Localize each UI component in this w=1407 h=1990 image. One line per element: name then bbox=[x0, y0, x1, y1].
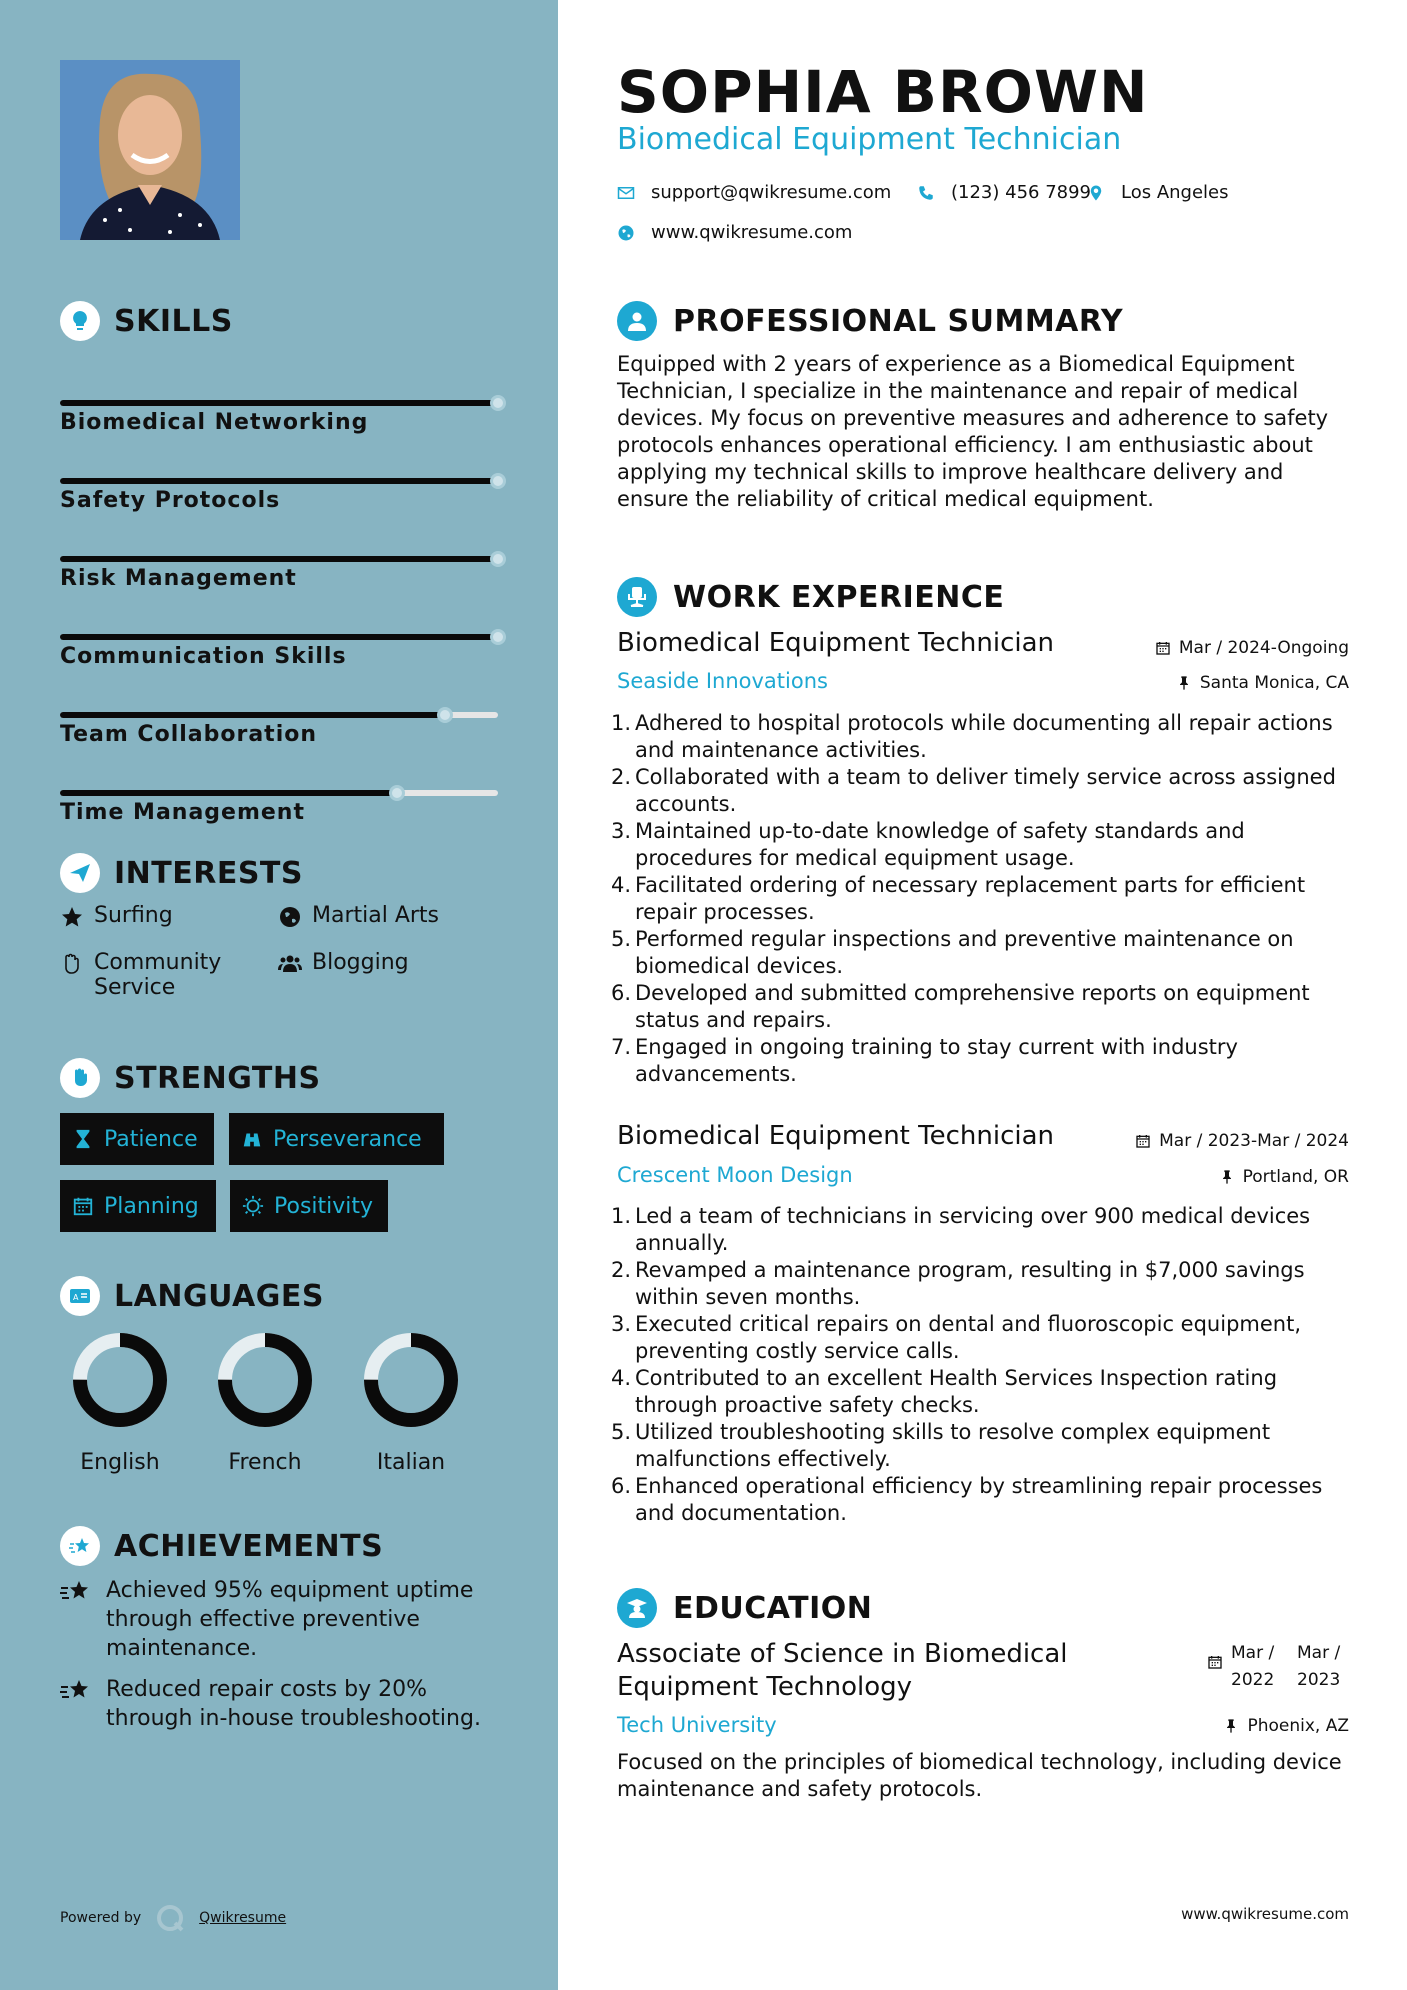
calendar-icon bbox=[1155, 640, 1171, 656]
envelope-icon bbox=[617, 184, 635, 202]
skill-knob bbox=[437, 707, 453, 723]
skill-bar bbox=[60, 712, 498, 718]
skill-knob bbox=[490, 551, 506, 567]
website-link[interactable]: www.qwikresume.com bbox=[651, 222, 853, 243]
contact-email bbox=[617, 182, 891, 203]
strength-badge: Patience bbox=[60, 1113, 214, 1165]
map-pin-icon bbox=[1087, 184, 1105, 202]
powered-by: Powered by Qwikresume bbox=[60, 1903, 286, 1933]
binoculars-icon bbox=[241, 1128, 263, 1150]
list-item: 3. Maintained up-to-date knowledge of safety standards and procedures for medical equipment usage. bbox=[611, 819, 1245, 870]
list-item: 3. Executed critical repairs on dental and fluoroscopic equipment, preventing costly service calls. bbox=[611, 1312, 1302, 1363]
language-ring bbox=[70, 1330, 170, 1430]
education-location: Phoenix, AZ bbox=[1223, 1716, 1349, 1736]
list-item: 2. Revamped a maintenance program, resulting in $7,000 savings within seven months. bbox=[611, 1258, 1305, 1309]
strength-badge: Perseverance bbox=[229, 1113, 444, 1165]
list-item: 4. Facilitated ordering of necessary replacement parts for efficient repair processes. bbox=[611, 873, 1306, 924]
interest-item: Blogging bbox=[278, 950, 409, 976]
degree-title: Associate of Science in Biomedical Equipment Technology bbox=[617, 1639, 1068, 1702]
job-bullets bbox=[611, 1203, 1349, 1527]
education-description: Focused on the principles of biomedical technology, including device maintenance and safety protocols. bbox=[617, 1750, 1342, 1801]
shooting-star-icon bbox=[60, 1677, 92, 1705]
job-location: Portland, OR bbox=[1219, 1167, 1349, 1187]
skill-bar bbox=[60, 400, 498, 406]
hourglass-icon bbox=[72, 1128, 94, 1150]
contact-phone: (123) 456 7899 bbox=[917, 182, 1091, 203]
contact-website bbox=[617, 222, 852, 243]
achievement-item: Achieved 95% equipment uptime through effective preventive maintenance. bbox=[60, 1576, 500, 1663]
job-company: Seaside Innovations bbox=[617, 669, 828, 693]
skill-bar bbox=[60, 790, 498, 796]
skill-bar bbox=[60, 556, 498, 562]
shooting-star-icon bbox=[60, 1526, 100, 1566]
phone-icon bbox=[917, 184, 935, 202]
language-item: French bbox=[215, 1330, 315, 1475]
skills-heading: SKILLS bbox=[60, 301, 233, 341]
achievements-heading: ACHIEVEMENTS bbox=[60, 1526, 383, 1566]
sidebar: SKILLS Biomedical Networking Safety Protocols Risk Management Communication Skills Team Collaboration Time Management INTERESTS Surfing Martial Arts Community Service Blogging STRENGTHS Patience Perseverance Planning Positivity A LANGUAGES English French Italian ACHIEVEMENTS Achieved 95% equipment uptime through effective preventive maintenance. Reduced repair costs by 20% through in-house troubleshooting. Powered by Qwikresume bbox=[0, 0, 558, 1990]
globe-icon bbox=[278, 905, 302, 929]
users-icon bbox=[278, 952, 302, 976]
strength-badge: Positivity bbox=[230, 1180, 388, 1232]
lightbulb-icon bbox=[60, 301, 100, 341]
list-item: 1. Led a team of technicians in servicing over 900 medical devices annually. bbox=[611, 1204, 1311, 1255]
skill-knob bbox=[490, 473, 506, 489]
hand-icon bbox=[60, 952, 84, 976]
office-chair-icon bbox=[617, 577, 657, 617]
language-ring bbox=[361, 1330, 461, 1430]
list-item: 1. Adhered to hospital protocols while documenting all repair actions and maintenance activities. bbox=[611, 711, 1333, 762]
summary-text: Equipped with 2 years of experience as a Biomedical Equipment Technician, I specialize in the maintenance and repair of medical devices. My focus on preventive measures and adherence to safety protocols enhances operational efficiency. I am enthusiastic about applying my technical skills to improve healthcare delivery and ensure the reliability of critical medical equipment. bbox=[617, 352, 1329, 511]
qwikresume-logo-icon bbox=[155, 1903, 185, 1933]
achievement-item: Reduced repair costs by 20% through in-house troubleshooting. bbox=[60, 1675, 500, 1733]
language-item: Italian bbox=[361, 1330, 461, 1475]
list-item: 5. Utilized troubleshooting skills to resolve complex equipment malfunctions effectively. bbox=[611, 1420, 1271, 1471]
job-title: Biomedical Equipment Technician bbox=[617, 628, 1054, 658]
pushpin-icon bbox=[1219, 1169, 1235, 1185]
interest-item: Martial Arts bbox=[278, 903, 439, 929]
list-item: 2. Collaborated with a team to deliver timely service across assigned accounts. bbox=[611, 765, 1336, 816]
skill-knob bbox=[490, 395, 506, 411]
sun-icon bbox=[242, 1195, 264, 1217]
strength-badge: Planning bbox=[60, 1180, 216, 1232]
svg-text:A: A bbox=[73, 1293, 79, 1302]
interest-item: Community Service bbox=[60, 950, 250, 1000]
interests-heading: INTERESTS bbox=[60, 853, 303, 893]
fist-icon bbox=[60, 1058, 100, 1098]
calendar-icon bbox=[1207, 1654, 1223, 1670]
experience-heading: WORK EXPERIENCE bbox=[617, 577, 1004, 617]
job-bullets bbox=[611, 710, 1349, 1088]
globe-icon bbox=[617, 224, 635, 242]
education-heading: EDUCATION bbox=[617, 1588, 872, 1628]
skill-bar bbox=[60, 478, 498, 484]
list-item: 4. Contributed to an excellent Health Services Inspection rating through proactive safety checks. bbox=[611, 1366, 1278, 1417]
list-item: 7. Engaged in ongoing training to stay current with industry advancements. bbox=[611, 1035, 1238, 1086]
candidate-role: Biomedical Equipment Technician bbox=[617, 122, 1122, 157]
education-dates: Mar / 2022 Mar / 2023 bbox=[1207, 1640, 1349, 1694]
languages-heading: A LANGUAGES bbox=[60, 1276, 324, 1316]
contact-location: Los Angeles bbox=[1087, 182, 1229, 203]
skill-bar bbox=[60, 634, 498, 640]
star-icon bbox=[60, 905, 84, 929]
summary-heading: PROFESSIONAL SUMMARY bbox=[617, 301, 1123, 341]
candidate-name: SOPHIA BROWN bbox=[617, 58, 1149, 126]
user-icon bbox=[617, 301, 657, 341]
strengths-heading: STRENGTHS bbox=[60, 1058, 321, 1098]
graduate-icon bbox=[617, 1588, 657, 1628]
education-school: Tech University bbox=[617, 1713, 777, 1737]
footer-website[interactable]: www.qwikresume.com bbox=[1181, 1905, 1349, 1923]
list-item: 5. Performed regular inspections and preventive maintenance on biomedical devices. bbox=[611, 927, 1294, 978]
pushpin-icon bbox=[1223, 1718, 1239, 1734]
language-ring bbox=[215, 1330, 315, 1430]
job-location: Santa Monica, CA bbox=[1176, 673, 1349, 693]
job-dates: Mar / 2024-Ongoing bbox=[1155, 638, 1349, 658]
email-link[interactable]: support@qwikresume.com bbox=[651, 182, 892, 203]
language-item: English bbox=[70, 1330, 170, 1475]
qwikresume-link[interactable]: Qwikresume bbox=[199, 1910, 287, 1926]
list-item: 6. Developed and submitted comprehensive reports on equipment status and repairs. bbox=[611, 981, 1310, 1032]
calendar-icon bbox=[72, 1195, 94, 1217]
shooting-star-icon bbox=[60, 1578, 92, 1606]
interest-item: Surfing bbox=[60, 903, 173, 929]
job-company: Crescent Moon Design bbox=[617, 1163, 853, 1187]
profile-photo bbox=[60, 60, 240, 240]
skill-knob bbox=[389, 785, 405, 801]
list-item: 6. Enhanced operational efficiency by streamlining repair processes and documentation. bbox=[611, 1474, 1323, 1525]
job-dates: Mar / 2023-Mar / 2024 bbox=[1135, 1131, 1349, 1151]
skill-knob bbox=[490, 629, 506, 645]
language-icon bbox=[60, 1276, 100, 1316]
paper-plane-icon bbox=[60, 853, 100, 893]
pushpin-icon bbox=[1176, 675, 1192, 691]
calendar-icon bbox=[1135, 1133, 1151, 1149]
job-title: Biomedical Equipment Technician bbox=[617, 1121, 1054, 1151]
